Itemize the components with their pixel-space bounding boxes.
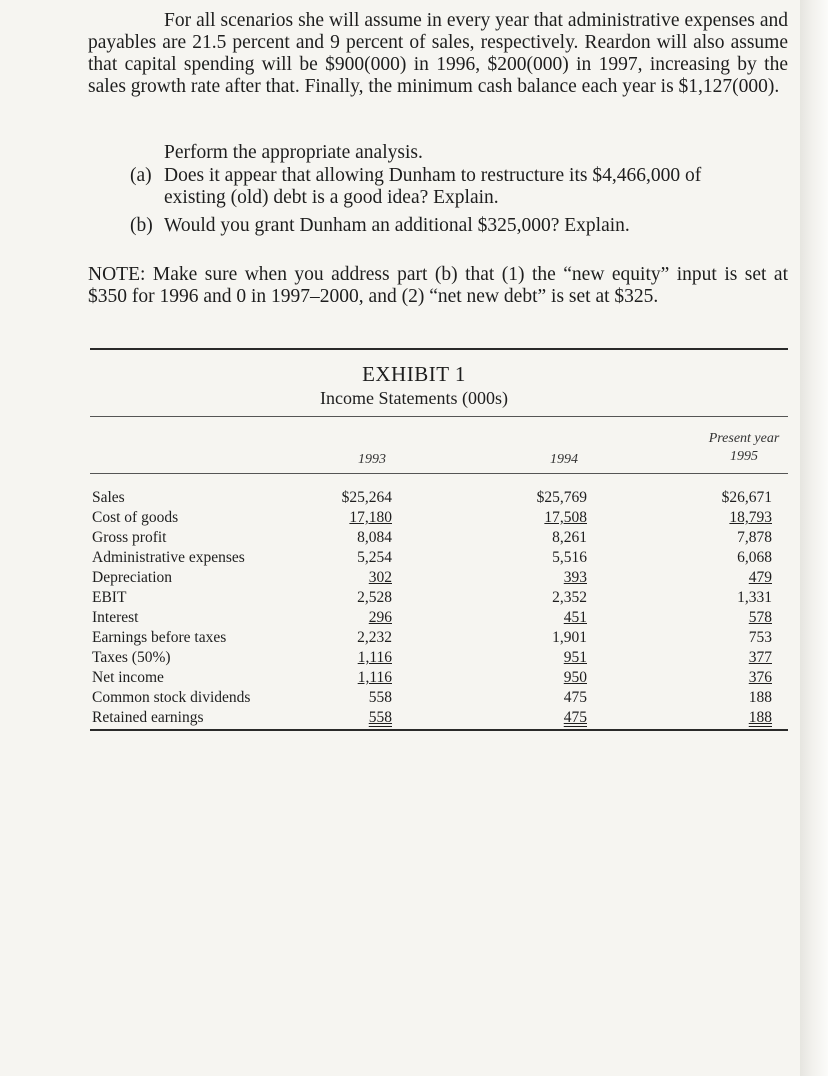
cell-1993: 8,084: [357, 529, 392, 546]
present-year-label: Present year: [708, 431, 780, 446]
row-label: Administrative expenses: [92, 549, 245, 566]
cell-1994: 8,261: [552, 529, 587, 546]
page-edge-shadow: [800, 0, 828, 1076]
cell-1995: 578: [748, 609, 772, 626]
table-row: [92, 588, 792, 608]
exhibit-header-rule: [90, 416, 788, 417]
cell-1993: 558: [368, 689, 392, 706]
table-row: [92, 668, 792, 688]
cell-1993: 2,232: [357, 629, 392, 646]
question-a-text: Does it appear that allowing Dunham to restructure its $4,466,000 of existing (old) debt is a good idea? Explain.: [164, 165, 702, 208]
table-row: [92, 548, 792, 568]
cell-1993: 1,116: [357, 649, 392, 666]
row-label: Depreciation: [92, 569, 173, 586]
table-row: [92, 568, 792, 588]
cell-1993: 5,254: [357, 549, 392, 566]
column-header-1995: 1995: [730, 449, 758, 464]
row-label: Retained earnings: [92, 709, 204, 726]
cell-1994: 475: [563, 709, 587, 726]
exhibit-title: EXHIBIT 1: [362, 362, 466, 386]
cell-1995: 753: [748, 629, 772, 646]
note-paragraph: NOTE: Make sure when you address part (b) that (1) the “new equity” input is set at $350 for 1996 and 0 in 1997–2000, and (2) “net new debt” is set at $325.: [88, 264, 788, 307]
instruction-line: Perform the appropriate analysis.: [164, 142, 423, 163]
cell-1993: $25,264: [341, 489, 392, 506]
cell-1995: 376: [748, 669, 772, 686]
row-label: Net income: [92, 669, 164, 686]
cell-1994: $25,769: [536, 489, 587, 506]
column-header-1993: 1993: [358, 452, 386, 467]
table-row: [92, 628, 792, 648]
cell-1995: 377: [748, 649, 772, 666]
cell-1994: 475: [563, 689, 587, 706]
row-label: Gross profit: [92, 529, 167, 546]
exhibit-subtitle: Income Statements (000s): [320, 388, 508, 408]
cell-1994: 451: [563, 609, 587, 626]
row-label: Taxes (50%): [92, 649, 171, 666]
row-label: Sales: [92, 489, 125, 506]
cell-1995: 6,068: [737, 549, 772, 566]
cell-1994: 951: [563, 649, 587, 666]
table-row: [92, 688, 792, 708]
exhibit-bottom-rule: [90, 729, 788, 731]
cell-1995: 188: [748, 689, 772, 706]
cell-1995: 479: [748, 569, 772, 586]
cell-1993: 1,116: [357, 669, 392, 686]
cell-1994: 17,508: [544, 509, 587, 526]
column-header-present-year: [694, 430, 794, 466]
row-label: Cost of goods: [92, 509, 179, 526]
cell-1993: 2,528: [357, 589, 392, 606]
cell-1994: 950: [563, 669, 587, 686]
table-row: [92, 508, 792, 528]
table-row: [92, 488, 792, 508]
cell-1993: 558: [368, 709, 392, 726]
row-label: Earnings before taxes: [92, 629, 227, 646]
table-row: [92, 648, 792, 668]
cell-1994: 2,352: [552, 589, 587, 606]
cell-1995: 188: [748, 709, 772, 726]
column-header-rule: [90, 473, 788, 474]
cell-1993: 17,180: [349, 509, 392, 526]
cell-1995: 1,331: [737, 589, 772, 606]
question-b-label: (b): [130, 215, 153, 236]
row-label: Interest: [92, 609, 139, 626]
cell-1993: 302: [368, 569, 392, 586]
intro-paragraph: For all scenarios she will assume in every year that administrative expenses and payables are 21.5 percent and 9 percent of sales, respectively. Reardon will also assume that capital spending will be $900(000) in 1996, $200(000) in 1997, increasing by the sales growth rate after that. Finally, the minimum cash balance each year is $1,127(000).: [88, 10, 788, 97]
table-row: [92, 708, 792, 728]
cell-1994: 5,516: [552, 549, 587, 566]
column-header-1994: 1994: [550, 452, 578, 467]
question-b-text: Would you grant Dunham an additional $325,000? Explain.: [164, 215, 630, 236]
table-row: [92, 528, 792, 548]
cell-1994: 1,901: [552, 629, 587, 646]
question-a-label: (a): [130, 165, 152, 186]
cell-1994: 393: [563, 569, 587, 586]
cell-1993: 296: [368, 609, 392, 626]
row-label: EBIT: [92, 589, 127, 606]
cell-1995: $26,671: [721, 489, 772, 506]
row-label: Common stock dividends: [92, 689, 251, 706]
table-row: [92, 608, 792, 628]
cell-1995: 18,793: [729, 509, 772, 526]
cell-1995: 7,878: [737, 529, 772, 546]
exhibit-top-rule: [90, 348, 788, 350]
